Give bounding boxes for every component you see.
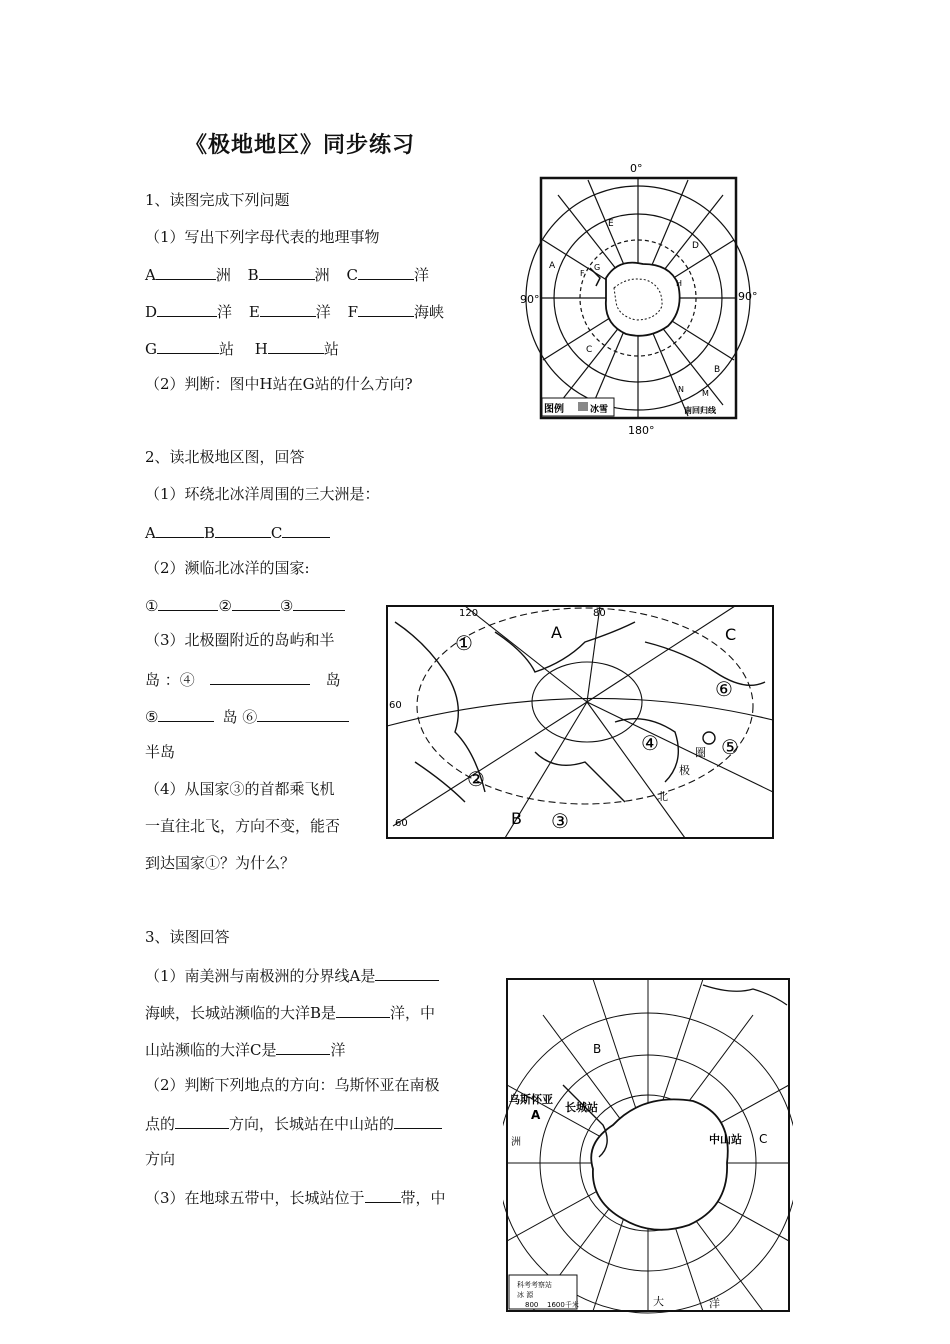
- q3-blank-e[interactable]: [394, 1112, 442, 1129]
- arctic-label-bei: 北: [657, 790, 668, 803]
- map1-letter-h: H: [676, 279, 683, 288]
- map2-label-yang: 洋: [709, 1297, 720, 1310]
- q3-sub3-l1a: （3）在地球五带中，长城站位于: [145, 1189, 365, 1207]
- q2-sub1: （1）环绕北冰洋周围的三大洲是：: [145, 485, 380, 503]
- arctic-label-c: C: [725, 625, 737, 644]
- q1-suffix-a: 洲: [215, 266, 231, 284]
- map2-label-c: C: [759, 1132, 768, 1146]
- q3-sub1-l2b: 洋，中: [390, 1004, 436, 1022]
- q2-blank-5[interactable]: [158, 705, 214, 722]
- q2-num-2: ②: [218, 597, 232, 615]
- q2-sub3-l2a: 岛 ：④: [145, 671, 195, 689]
- q1-blank-f[interactable]: [358, 300, 414, 317]
- q2-blank-2[interactable]: [232, 594, 280, 611]
- q1-blank-d[interactable]: [157, 300, 217, 317]
- q3-sub2-l3: 方向: [145, 1150, 176, 1168]
- map2-greatwall: 长城站: [565, 1101, 598, 1114]
- q3-sub1-l3b: 洋: [330, 1041, 346, 1059]
- q2-blank-6[interactable]: [257, 705, 349, 722]
- q1-label-e: E: [248, 303, 260, 321]
- map2-legend-ice: 冰 源: [517, 1291, 534, 1299]
- q1-label-h: H: [254, 340, 268, 358]
- q1-label-g: G: [145, 340, 157, 358]
- q2-abc-row: [145, 521, 330, 543]
- q2-sub3-l2b: 岛: [325, 671, 341, 689]
- map1-legend-item: 冰雪: [590, 405, 609, 415]
- q2-blank-1[interactable]: [158, 594, 218, 611]
- q1-label-f: F: [347, 303, 358, 321]
- map1-letter-c: C: [586, 345, 593, 355]
- map1-letter-d: D: [692, 241, 699, 251]
- map1-letter-e: E: [608, 219, 614, 229]
- q3-heading: 3、读图回答: [145, 928, 230, 946]
- q2-num-1: ①: [145, 597, 159, 615]
- q2-sub3: （3）北极圈附近的岛屿和半: [145, 631, 335, 649]
- map2-legend-station: 科考考察站: [517, 1281, 552, 1289]
- q1-sub2: （2）判断：图中H站在G站的什么方向?: [145, 375, 413, 393]
- q3-sub1-l2: [145, 1001, 435, 1023]
- q2-blank-c[interactable]: [282, 521, 330, 538]
- q2-sub3-l3a: ⑤: [145, 708, 159, 726]
- q1-row2: [145, 300, 444, 322]
- q3-sub3-l1b: 带，中: [400, 1189, 446, 1207]
- q1-sub1: （1）写出下列字母代表的地理事物: [145, 228, 380, 246]
- q1-row1: [145, 263, 429, 285]
- q1-label-d: D: [145, 303, 158, 321]
- q1-label-c: C: [346, 266, 358, 284]
- q3-sub1-l3-text: 山站濒临的大洋C是: [145, 1041, 277, 1059]
- q1-suffix-f: 海峡: [414, 303, 445, 321]
- q1-heading: 1、读图完成下列问题: [145, 191, 290, 209]
- q3-sub1-l1: [145, 964, 439, 986]
- q3-sub1-l3: [145, 1038, 346, 1060]
- arctic-label-ji: 极: [679, 764, 690, 777]
- arctic-circ-1: ①: [455, 631, 473, 655]
- arctic-label-quan: 圈: [695, 746, 706, 759]
- map2-scale-a: 800: [525, 1301, 539, 1309]
- map1-letter-f: F: [580, 269, 585, 278]
- q1-blank-a[interactable]: [156, 263, 216, 280]
- q3-sub1-l2a: 海峡，长城站濒临的大洋B是: [145, 1004, 337, 1022]
- map1-bottom-label: 180°: [628, 424, 655, 437]
- q1-suffix-c: 洋: [413, 266, 429, 284]
- q2-sub4-l1: （4）从国家③的首都乘飞机: [145, 780, 335, 798]
- q3-sub2-l2: [145, 1112, 442, 1134]
- q1-blank-g[interactable]: [157, 337, 219, 354]
- arctic-circ-6: ⑥: [715, 677, 733, 701]
- q3-sub1-l1-text: （1）南美洲与南极洲的分界线A是: [145, 967, 376, 985]
- map2-label-b: B: [593, 1042, 602, 1056]
- q3-sub2-l2b: 方向，长城站在中山站的: [229, 1115, 395, 1133]
- q2-sub4-l2: 一直往北飞，方向不变，能否: [145, 817, 341, 835]
- q1-blank-c[interactable]: [358, 263, 414, 280]
- arctic-label-a: A: [551, 623, 562, 642]
- q2-blank-4[interactable]: [210, 668, 310, 685]
- q1-label-b: B: [247, 266, 259, 284]
- q2-sub3-line3: [145, 705, 349, 727]
- map1-letter-m: M: [702, 389, 709, 398]
- arctic-lon-60b: 60: [395, 818, 408, 829]
- q3-sub2-l1: （2）判断下列地点的方向：乌斯怀亚在南极: [145, 1076, 440, 1094]
- q2-sub2: （2）濒临北冰洋的国家:: [145, 559, 310, 577]
- map2-label-da: 大: [653, 1295, 664, 1308]
- q2-countries-row: [145, 594, 345, 616]
- antarctic-map-1: [518, 160, 768, 438]
- map1-legend-title: 图例: [544, 404, 564, 415]
- q3-blank-a[interactable]: [375, 964, 439, 981]
- q2-label-a: A: [145, 524, 156, 542]
- map1-right-label: 90°: [738, 290, 758, 303]
- q1-suffix-h: 站: [323, 340, 339, 358]
- arctic-map: [385, 602, 777, 842]
- q2-blank-a[interactable]: [156, 521, 204, 538]
- map1-letter-g: G: [594, 263, 601, 272]
- map1-circle-label: 南回归线: [684, 406, 716, 415]
- q2-sub3-l3b: 岛 ⑥: [222, 708, 258, 726]
- q2-heading: 2、读北极地区图，回答: [145, 448, 305, 466]
- q2-sub4-l3: 到达国家①？为什么？: [145, 854, 296, 872]
- map1-top-label: 0°: [630, 162, 643, 175]
- map1-left-label: 90°: [520, 293, 540, 306]
- q2-label-b: B: [203, 524, 215, 542]
- map2-label-a: A: [531, 1108, 541, 1122]
- q2-blank-3[interactable]: [293, 594, 345, 611]
- q3-sub3-l1: [145, 1186, 446, 1208]
- map2-scale-b: 1600千米: [547, 1301, 579, 1309]
- arctic-circ-3: ③: [551, 809, 569, 833]
- map2-ushuaia: 乌斯怀亚: [509, 1093, 553, 1106]
- map1-letter-b: B: [714, 365, 721, 375]
- q1-blank-e[interactable]: [260, 300, 316, 317]
- map1-letter-a: A: [549, 261, 556, 271]
- arctic-label-b: B: [511, 809, 522, 828]
- q2-sub3-line2: [145, 668, 341, 690]
- q2-label-c: C: [270, 524, 283, 542]
- q1-blank-b[interactable]: [259, 263, 315, 280]
- q1-blank-h[interactable]: [268, 337, 324, 354]
- q1-suffix-b: 洲: [314, 266, 330, 284]
- arctic-circ-2: ②: [467, 767, 485, 791]
- q3-blank-d[interactable]: [175, 1112, 229, 1129]
- q1-suffix-e: 洋: [315, 303, 331, 321]
- q1-suffix-g: 站: [218, 340, 234, 358]
- antarctic-map-1-svg: [518, 160, 768, 438]
- q2-num-3: ③: [279, 597, 294, 615]
- q3-sub2-l2a: 点的: [145, 1115, 176, 1133]
- antarctic-map-2: [503, 975, 793, 1315]
- map1-letter-n: N: [678, 385, 684, 394]
- map2-zhongshan: 中山站: [709, 1133, 742, 1146]
- q3-blank-c[interactable]: [276, 1038, 330, 1055]
- q1-suffix-d: 洋: [217, 303, 233, 321]
- arctic-lon-120: 120: [459, 608, 479, 619]
- map2-label-zhou: 洲: [511, 1137, 521, 1148]
- q1-label-a: A: [145, 266, 156, 284]
- antarctic-map-2-svg: [503, 975, 793, 1315]
- q2-sub3-line4: 半岛: [145, 743, 176, 761]
- q3-blank-f[interactable]: [365, 1186, 401, 1203]
- page-title: 《极地地区》同步练习: [185, 133, 416, 158]
- arctic-lon-60a: 60: [389, 700, 402, 711]
- q2-blank-b[interactable]: [215, 521, 271, 538]
- arctic-circ-5: ⑤: [721, 735, 739, 759]
- arctic-map-svg: [385, 602, 777, 842]
- q1-row3: [145, 337, 339, 359]
- arctic-lon-80: 80: [593, 608, 606, 619]
- arctic-circ-4: ④: [641, 731, 659, 755]
- q3-blank-b[interactable]: [336, 1001, 390, 1018]
